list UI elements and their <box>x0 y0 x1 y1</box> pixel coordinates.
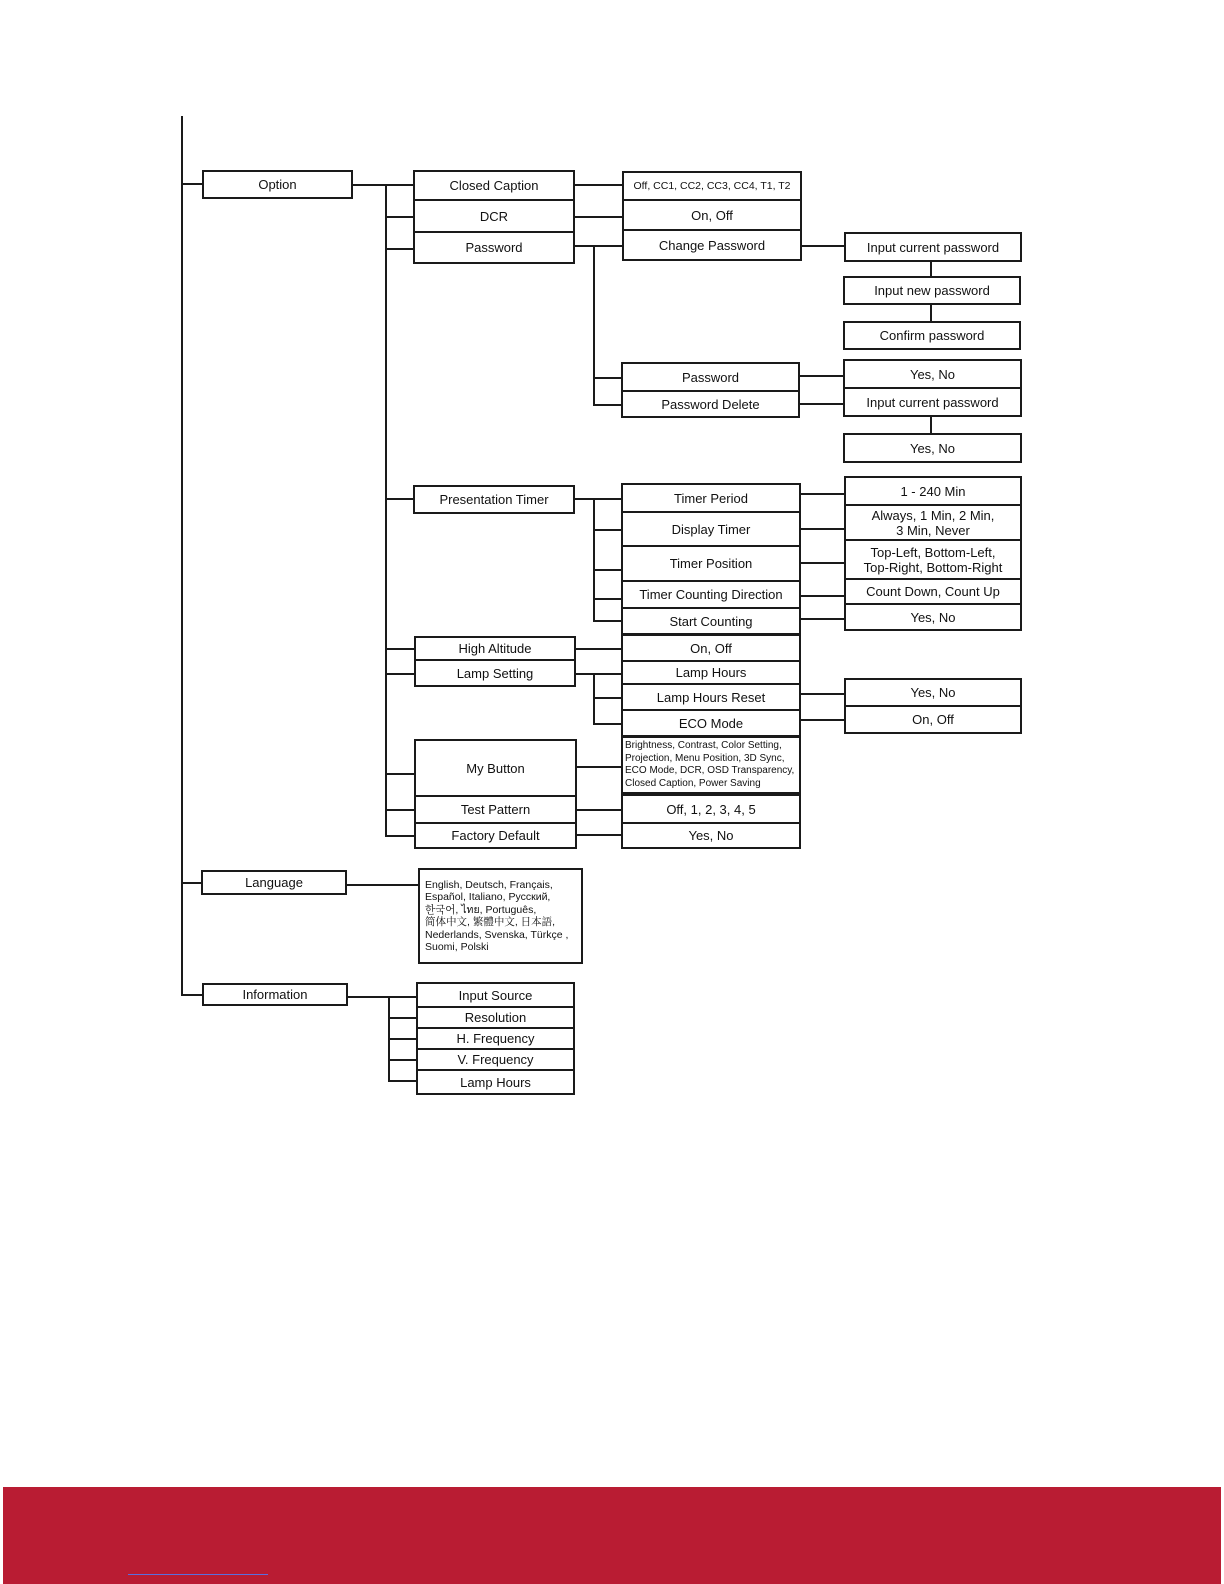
confirm-password-node: Confirm password <box>843 321 1021 350</box>
connector <box>575 498 622 500</box>
connector <box>388 1017 417 1019</box>
connector <box>593 697 622 699</box>
my-button-values: Brightness, Contrast, Color Setting, Projection, Menu Position, 3D Sync, ECO Mode, DCR, OSD Transparency, Closed Caption, Power Saving <box>621 736 801 794</box>
connector <box>800 528 845 530</box>
connector <box>800 693 845 695</box>
connector <box>930 261 932 277</box>
timer-position-values: Top-Left, Bottom-Left, Top-Right, Bottom-Right <box>844 539 1022 580</box>
option-branch-line <box>385 184 387 837</box>
closed-caption-node: Closed Caption <box>413 170 575 201</box>
input-current-password-node: Input current password <box>844 232 1022 262</box>
factory-default-node: Factory Default <box>414 822 577 849</box>
connector <box>800 719 845 721</box>
connector <box>930 304 932 322</box>
timer-counting-direction-node: Timer Counting Direction <box>621 580 801 609</box>
connector <box>385 648 414 650</box>
connector <box>385 216 414 218</box>
connector <box>800 618 845 620</box>
connector <box>385 809 414 811</box>
change-password-node: Change Password <box>622 229 802 261</box>
password-branch-line <box>593 245 595 406</box>
dcr-values: On, Off <box>622 199 802 231</box>
password-node: Password <box>413 231 575 264</box>
language-node: Language <box>201 870 347 895</box>
connector <box>348 996 417 998</box>
footer-band <box>3 1487 1221 1584</box>
connector <box>385 773 414 775</box>
connector <box>385 673 414 675</box>
lamp-branch-line <box>593 673 595 725</box>
password-yes-no-values: Yes, No <box>843 359 1022 389</box>
password-delete-node: Password Delete <box>621 390 800 418</box>
timer-position-node: Timer Position <box>621 545 801 582</box>
information-item-lamp-hours: Lamp Hours <box>416 1069 575 1095</box>
lamp-hours-reset-node: Lamp Hours Reset <box>621 683 801 711</box>
test-pattern-node: Test Pattern <box>414 795 577 824</box>
delete-input-current-password-node: Input current password <box>843 387 1022 417</box>
connector <box>593 598 622 600</box>
information-node: Information <box>202 983 348 1006</box>
connector <box>930 415 932 434</box>
start-counting-node: Start Counting <box>621 607 801 635</box>
counting-direction-values: Count Down, Count Up <box>844 578 1022 605</box>
connector <box>575 216 623 218</box>
lamp-hours-node: Lamp Hours <box>621 660 801 685</box>
connector <box>577 834 622 836</box>
test-pattern-values: Off, 1, 2, 3, 4, 5 <box>621 794 801 824</box>
eco-mode-node: ECO Mode <box>621 709 801 737</box>
connector <box>800 493 845 495</box>
high-altitude-node: High Altitude <box>414 636 576 661</box>
input-new-password-node: Input new password <box>843 276 1021 305</box>
lamp-hours-reset-values: Yes, No <box>844 678 1022 707</box>
connector <box>388 1080 417 1082</box>
connector <box>799 375 844 377</box>
delete-yes-no-values: Yes, No <box>843 433 1022 463</box>
connector <box>577 766 622 768</box>
footer-link-underline[interactable] <box>128 1574 268 1575</box>
connector <box>575 184 623 186</box>
connector <box>181 882 201 884</box>
option-node: Option <box>202 170 353 199</box>
connector <box>593 377 621 379</box>
presentation-timer-node: Presentation Timer <box>413 485 575 514</box>
connector <box>385 498 414 500</box>
connector <box>799 403 844 405</box>
timer-period-values: 1 - 240 Min <box>844 476 1022 506</box>
connector <box>385 835 414 837</box>
information-item-v-frequency: V. Frequency <box>416 1048 575 1071</box>
start-counting-values: Yes, No <box>844 603 1022 631</box>
connector <box>385 248 414 250</box>
information-item-input-source: Input Source <box>416 982 575 1008</box>
display-timer-node: Display Timer <box>621 511 801 547</box>
display-timer-values: Always, 1 Min, 2 Min, 3 Min, Never <box>844 504 1022 541</box>
connector <box>347 884 419 886</box>
timer-branch-line <box>593 498 595 622</box>
connector <box>593 404 621 406</box>
factory-default-values: Yes, No <box>621 822 801 849</box>
high-altitude-values: On, Off <box>621 634 801 662</box>
connector <box>593 620 622 622</box>
connector <box>593 529 622 531</box>
eco-mode-values: On, Off <box>844 705 1022 734</box>
connector <box>576 673 622 675</box>
information-item-h-frequency: H. Frequency <box>416 1027 575 1050</box>
connector <box>576 648 622 650</box>
connector <box>800 595 845 597</box>
timer-period-node: Timer Period <box>621 483 801 513</box>
main-trunk-line <box>181 116 183 996</box>
connector <box>593 723 622 725</box>
lamp-setting-node: Lamp Setting <box>414 659 576 687</box>
language-values: English, Deutsch, Français, Español, Italiano, Русский, 한국어, ไทย, Português, 简体中文, 繁體中文, 日本語, Nederlands, Svenska, Türkçe , Suomi, Polski <box>418 868 583 964</box>
connector <box>352 184 414 186</box>
connector <box>801 245 845 247</box>
password-item-node: Password <box>621 362 800 392</box>
my-button-node: My Button <box>414 739 577 797</box>
connector <box>577 809 622 811</box>
connector <box>575 245 623 247</box>
information-item-resolution: Resolution <box>416 1006 575 1029</box>
connector <box>800 562 845 564</box>
connector <box>388 1038 417 1040</box>
connector <box>181 994 202 996</box>
connector <box>181 183 202 185</box>
closed-caption-values: Off, CC1, CC2, CC3, CC4, T1, T2 <box>622 171 802 201</box>
connector <box>388 1059 417 1061</box>
connector <box>593 569 622 571</box>
dcr-node: DCR <box>413 199 575 233</box>
